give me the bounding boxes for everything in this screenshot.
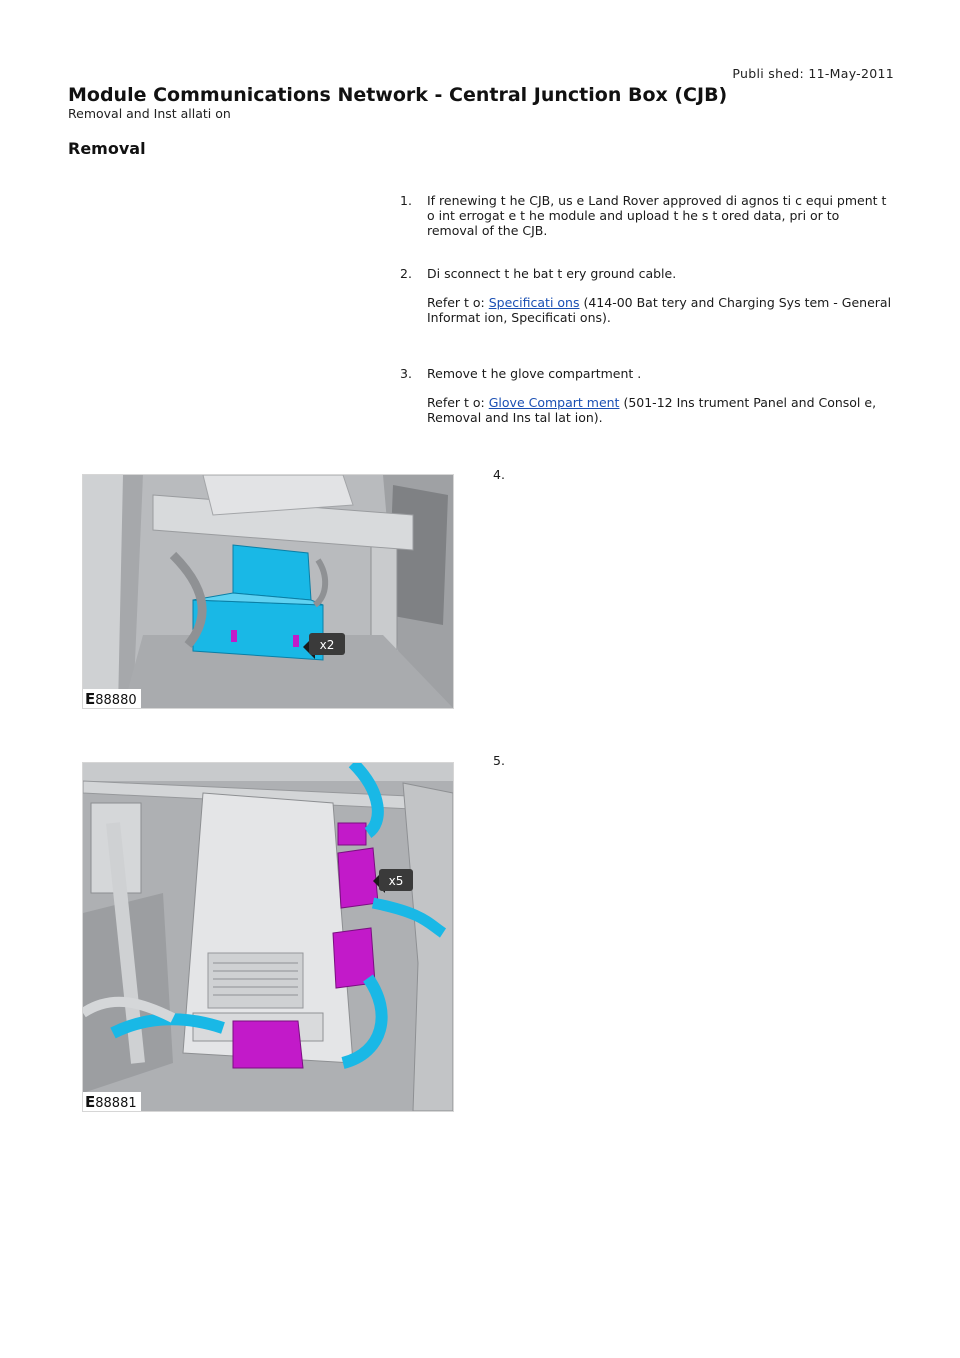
figure-code: E88880 [83, 689, 141, 708]
glove-compartment-link[interactable]: Glove Compart ment [488, 395, 620, 410]
specifications-link[interactable]: Specificati ons [488, 295, 580, 310]
figure-e88880 [82, 474, 454, 709]
step-text: Remove t he glove compartment . [427, 366, 642, 381]
step-reference [427, 395, 892, 425]
step-4-number: 4. [493, 467, 505, 482]
step-number: 3. [400, 366, 412, 381]
section-heading-removal: Removal [68, 139, 146, 158]
reference-prefix: Refer t o: [427, 295, 489, 310]
reference-suffix: (501-12 Ins trument Panel and Consol e, Removal and Ins tal lat ion). [427, 395, 877, 425]
page-subtitle: Removal and Inst allati on [68, 106, 231, 121]
fastener-count-label: x5 [388, 874, 404, 888]
cjb-connector-illustration [83, 475, 453, 708]
page-title: Module Communications Network - Central Junction Box (CJB) [68, 84, 728, 106]
reference-suffix: (414-00 Bat tery and Charging Sys tem - General Informat ion, Specificati ons). [427, 295, 892, 325]
step-number: 1. [400, 193, 412, 208]
fastener-count-label: x2 [319, 638, 335, 652]
step-text-block [427, 266, 892, 325]
figure-code: E88881 [83, 1092, 141, 1111]
reference-prefix: Refer t o: [427, 395, 489, 410]
published-date: Publi shed: 11-May-2011 [732, 66, 894, 81]
figure-e88881 [82, 762, 454, 1112]
cjb-connectors-illustration [83, 763, 453, 1111]
step-text-block [427, 366, 892, 425]
step-5-number: 5. [493, 753, 505, 768]
step-text: If renewing t he CJB, us e Land Rover approved di agnos ti c equi pment t o int errogat e t he module and upload t he s t ored data, pri or to removal of the CJB. [427, 193, 887, 238]
step-text: Di sconnect t he bat t ery ground cable. [427, 266, 677, 281]
step-number: 2. [400, 266, 412, 281]
step-reference [427, 295, 892, 325]
